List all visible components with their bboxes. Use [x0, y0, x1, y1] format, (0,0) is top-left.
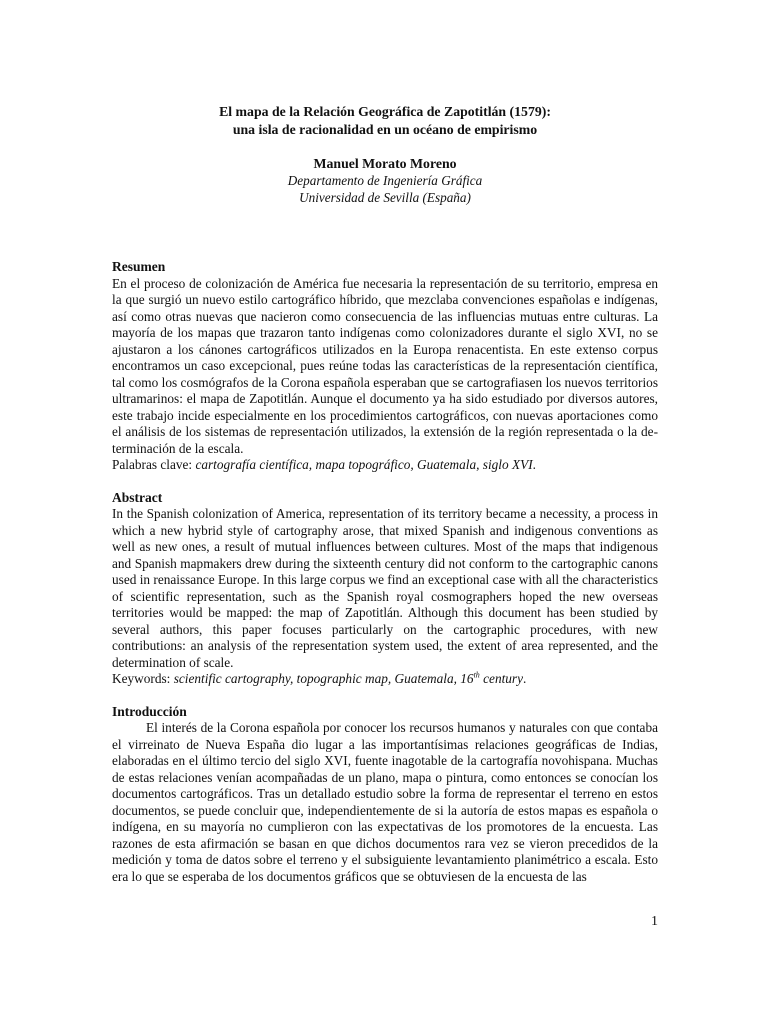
abstract-keywords-end: .	[523, 671, 527, 686]
abstract-text: In the Spanish colonization of America, representation of its territory became a necessity, a process in which a new hybrid style of cartography arose, that mixed Spanish and indigenous conventions as well as new ones, a result of mutual influences between cultures. Most of the maps that indigenous and Spanish mapmakers drew during the sixteenth century did not conform to the cartographic canons used in renaissance Europe. In this large corpus we find an exceptional case with all the characteristics of scientific representation, such as the Spanish royal cosmographers hoped the new overseas territories would be mapped: the map of Zapotitlán. Although this document has been studied by several authors, this paper focuses particularly on the cartographic procedures, with new contributions: an analysis of the representation system used, the extent of area represented, and the determination of scale.	[112, 506, 658, 670]
resumen-keywords	[112, 457, 658, 474]
affiliation-university: Universidad de Sevilla (España)	[299, 189, 471, 205]
abstract-heading: Abstract	[112, 489, 163, 505]
resumen-text: En el proceso de colonización de América fue necesaria la representación de su territorio, empresa en la que surgió un nuevo estilo cartográfico híbrido, que mezclaba convenciones españolas e indígenas, así como otras nuevas que nacieron como consecuencia de las influencias mutuas entre culturas. La mayoría de los mapas que trazaron tanto indígenas como colonizadores durante el siglo XVI, no se ajustaron a los cánones cartográficos utilizados en la Europa renacentista. En este extenso corpus encontramos un caso excepcional, pues reúne todas las características de la representación científica, tal como los cosmógrafos de la Corona española esperaban que se cartografiasen los nuevos territorios ultramarinos: el mapa de Zapotitlán. Aunque el documento ya ha sido estudiado por diversos autores, este trabajo incide especialmente en los procedimientos cartográficos, con nuevas aportaciones como el análisis de los sistemas de representación utilizados, la extensión de la región representada o la determinación de la escala.	[112, 275, 658, 456]
resumen-heading: Resumen	[112, 259, 166, 274]
page-number: 1	[651, 914, 658, 929]
author-name: Manuel Morato Moreno	[313, 156, 457, 171]
resumen-keywords-label: Palabras clave:	[112, 457, 196, 472]
introduccion-text: El interés de la Corona española por conocer los recursos humanos y naturales con que contaba el virreinato de Nueva España dio lugar a las importantísimas relaciones geográficas de Indias, elaboradas en el último tercio del siglo XVI, fuente inagotable de la cartografía novohispana. Muchas de estas relaciones venían acompañadas de un plano, mapa o pintura, como entonces se conocían los documentos cartográficos. Tras un detallado estudio sobre la forma de representar el terreno en estos documentos, se puede concluir que, independientemente de si la autoría de estos mapas es española o indígena, en su mayoría no cumplieron con las expectativas de los promotores de la encuesta. Las razones de esta afirmación se basan en que dichos documentos rara vez se vieron precedidos de la medición y toma de datos sobre el terreno y el subsiguiente levantamiento planimétrico a escala. Esto era lo que se esperaba de los documentos gráficos que se obtuviesen de la encuesta de las	[112, 720, 658, 884]
abstract-keywords-label: Keywords:	[112, 671, 174, 686]
title-line-1: El mapa de la Relación Geográfica de Zapotitlán (1579):	[219, 104, 551, 119]
introduccion-heading: Introducción	[112, 703, 187, 719]
paper-title	[112, 103, 658, 139]
resumen-keywords-list: cartografía científica, mapa topográfico, Guatemala, siglo XVI	[195, 457, 533, 472]
abstract-keywords	[112, 671, 658, 688]
resumen-keywords-end: .	[532, 457, 536, 472]
paper-page	[112, 103, 658, 885]
affiliation-department: Departamento de Ingeniería Gráfica	[287, 173, 483, 188]
title-line-2: una isla de racionalidad en un océano de empirismo	[232, 122, 538, 137]
abstract-keywords-list: scientific cartography, topographic map, Guatemala, 16	[173, 671, 474, 686]
abstract-keywords-tail: century	[479, 671, 524, 686]
abstract-keywords-superscript: th	[473, 670, 480, 680]
